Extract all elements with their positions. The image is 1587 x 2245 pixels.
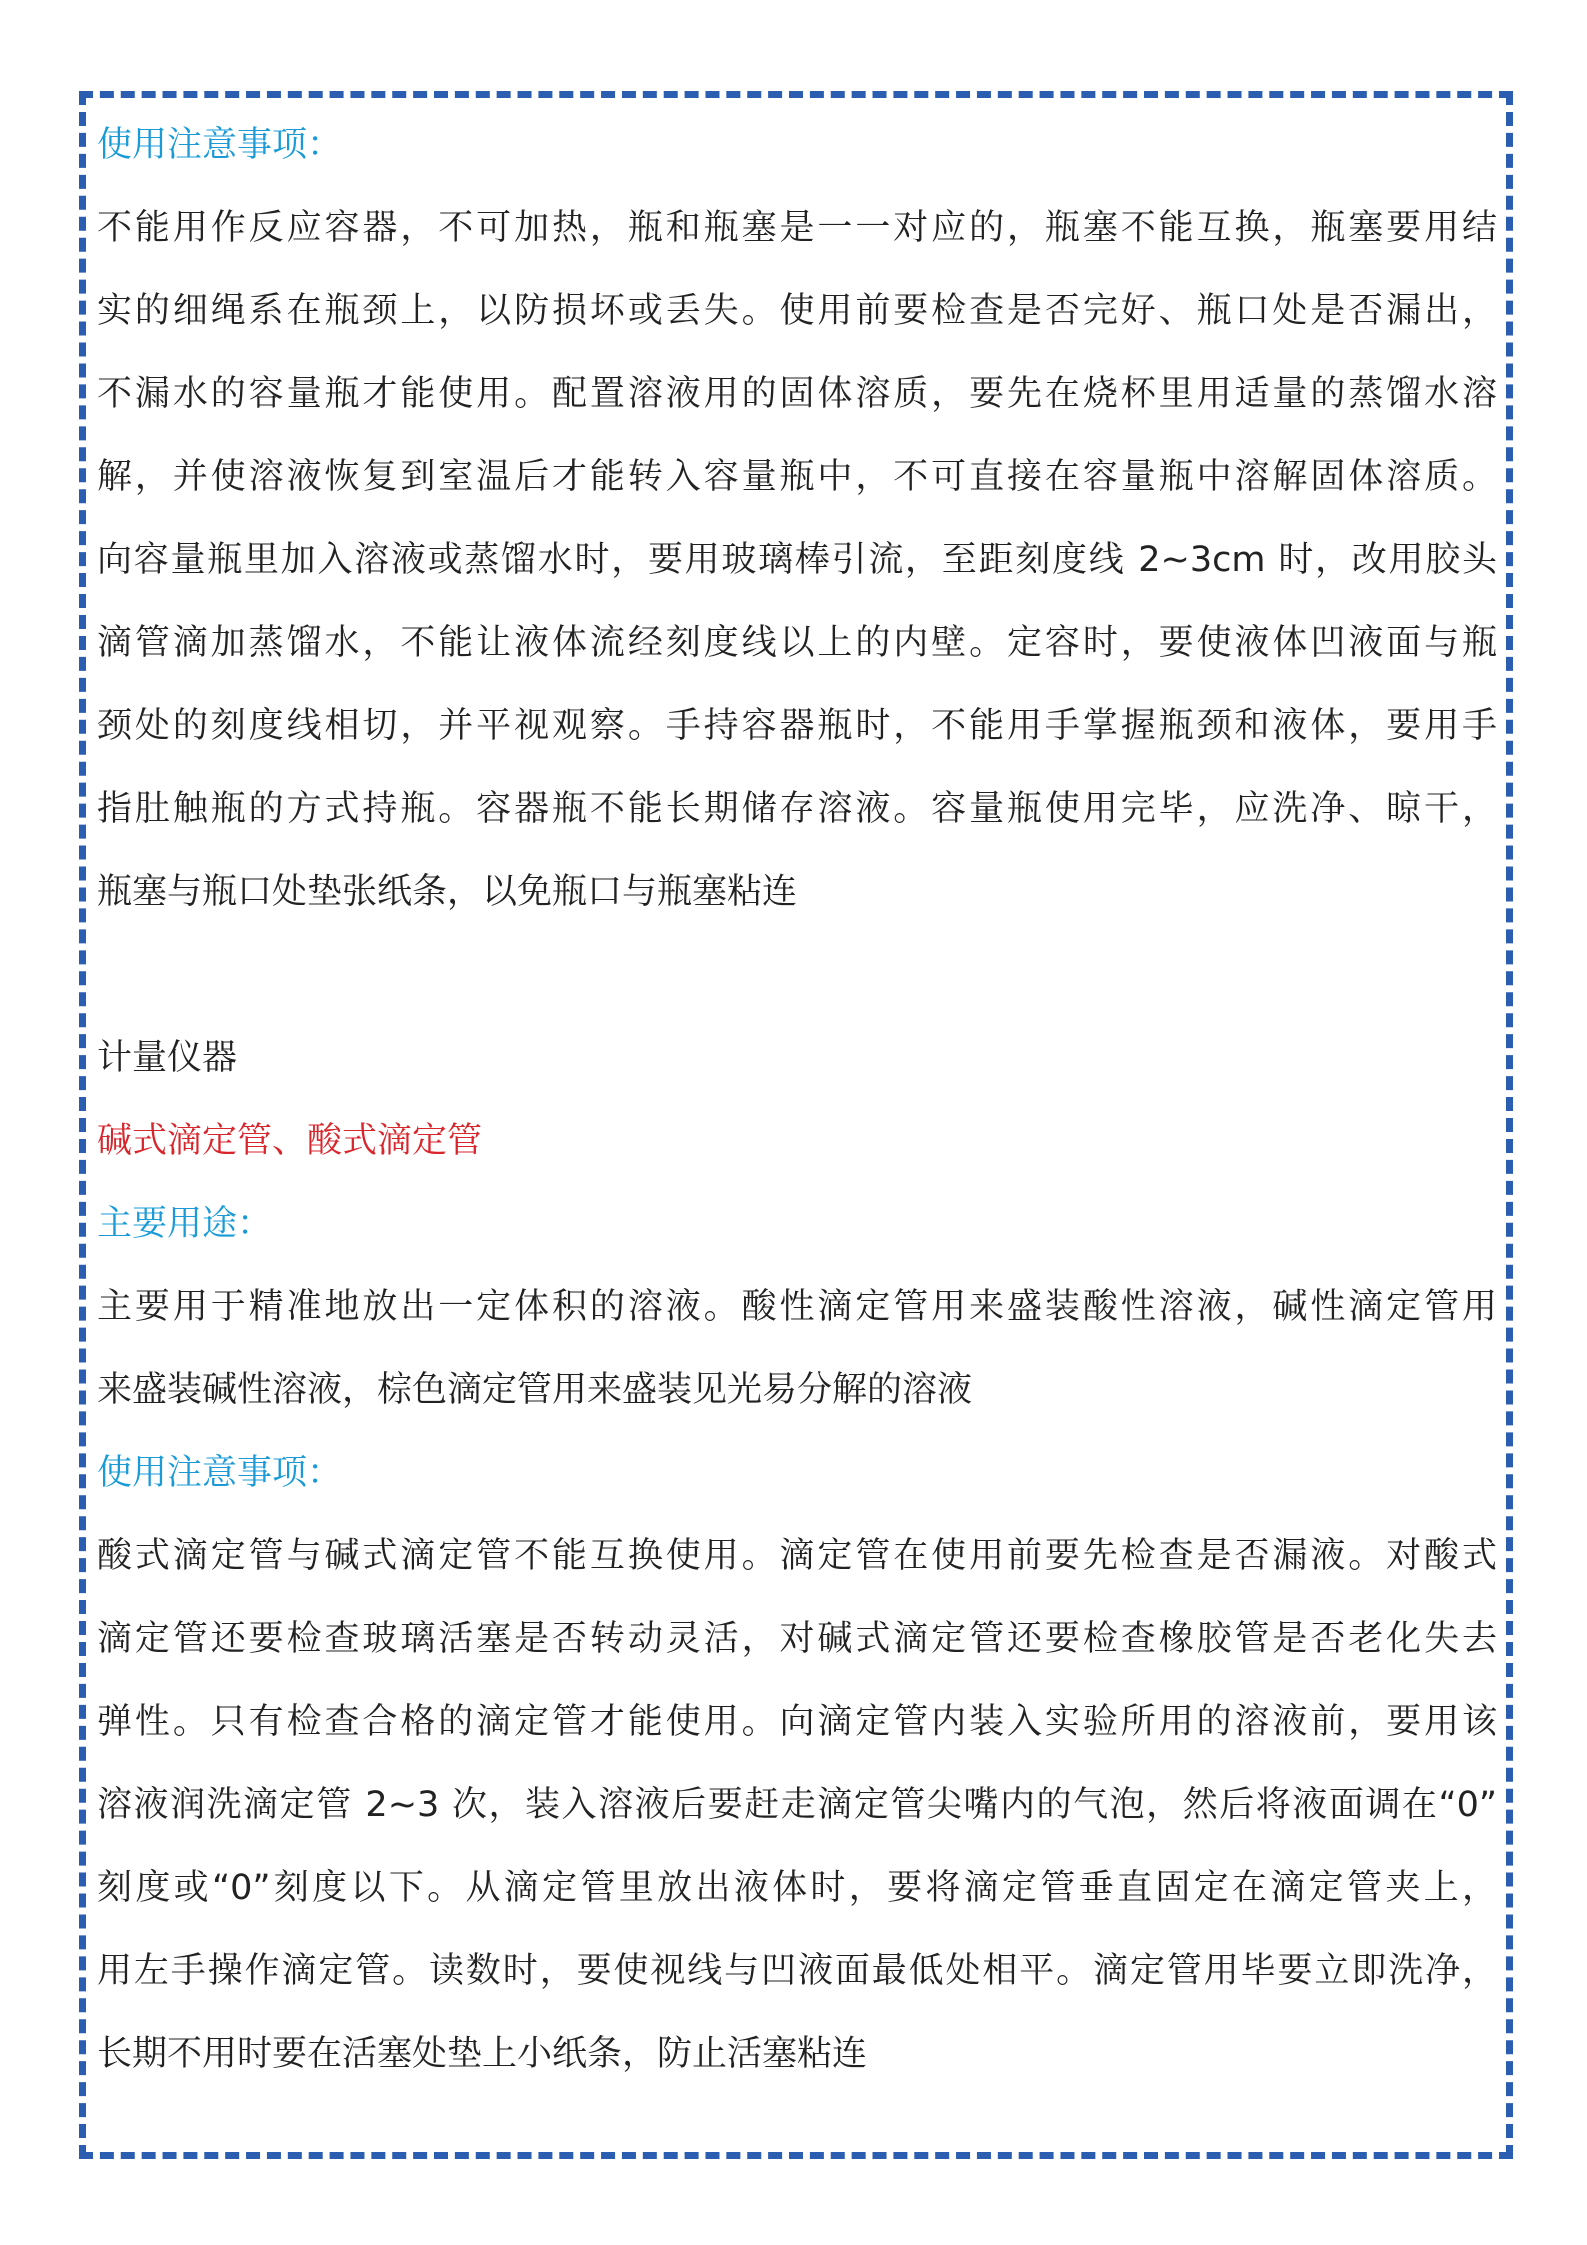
text-line: 刻度或“0”刻度以下。从滴定管里放出液体时，要将滴定管垂直固定在滴定管夹上，	[97, 1868, 1497, 1908]
text-line: 指肚触瓶的方式持瓶。容器瓶不能长期储存溶液。容量瓶使用完毕，应洗净、晾干，	[97, 789, 1497, 829]
text-line: 酸式滴定管与碱式滴定管不能互换使用。滴定管在使用前要先检查是否漏液。对酸式	[97, 1536, 1497, 1576]
text-line: 颈处的刻度线相切，并平视观察。手持容器瓶时，不能用手掌握瓶颈和液体，要用手	[97, 706, 1497, 746]
usage-paragraph	[97, 1266, 1497, 1432]
text-line: 实的细绳系在瓶颈上，以防损坏或丢失。使用前要检查是否完好、瓶口处是否漏出，	[97, 291, 1497, 331]
usage-heading: 主要用途：	[97, 1204, 273, 1244]
text-line: 长期不用时要在活塞处垫上小纸条，防止活塞粘连	[97, 2034, 868, 2074]
text-line: 瓶塞与瓶口处垫张纸条，以免瓶口与瓶塞粘连	[97, 872, 798, 912]
instrument-name: 碱式滴定管、酸式滴定管	[97, 1121, 483, 1161]
category-heading: 计量仪器	[97, 1038, 238, 1078]
text-line: 向容量瓶里加入溶液或蒸馏水时，要用玻璃棒引流，至距刻度线 2~3cm 时，改用胶头	[97, 540, 1497, 580]
text-line: 解，并使溶液恢复到室温后才能转入容量瓶中，不可直接在容量瓶中溶解固体溶质。	[97, 457, 1497, 497]
text-line: 滴定管还要检查玻璃活塞是否转动灵活，对碱式滴定管还要检查橡胶管是否老化失去	[97, 1619, 1497, 1659]
notes-paragraph-2	[97, 1515, 1497, 2096]
text-line: 来盛装碱性溶液，棕色滴定管用来盛装见光易分解的溶液	[97, 1370, 973, 1410]
text-line: 溶液润洗滴定管 2~3 次，装入溶液后要赶走滴定管尖嘴内的气泡，然后将液面调在“0”	[97, 1785, 1497, 1825]
document-content	[97, 104, 1497, 2096]
text-line: 弹性。只有检查合格的滴定管才能使用。向滴定管内装入实验所用的溶液前，要用该	[97, 1702, 1497, 1742]
text-line: 用左手操作滴定管。读数时，要使视线与凹液面最低处相平。滴定管用毕要立即洗净，	[97, 1951, 1497, 1991]
text-line: 滴管滴加蒸馏水，不能让液体流经刻度线以上的内壁。定容时，要使液体凹液面与瓶	[97, 623, 1497, 663]
notes-paragraph-1	[97, 187, 1497, 934]
notes-heading-2: 使用注意事项：	[97, 1453, 343, 1493]
text-line: 主要用于精准地放出一定体积的溶液。酸性滴定管用来盛装酸性溶液，碱性滴定管用	[97, 1287, 1497, 1327]
text-line: 不能用作反应容器，不可加热，瓶和瓶塞是一一对应的，瓶塞不能互换，瓶塞要用结	[97, 208, 1497, 248]
spacer	[97, 934, 1497, 1017]
text-line: 不漏水的容量瓶才能使用。配置溶液用的固体溶质，要先在烧杯里用适量的蒸馏水溶	[97, 374, 1497, 414]
notes-heading-1: 使用注意事项：	[97, 125, 343, 165]
